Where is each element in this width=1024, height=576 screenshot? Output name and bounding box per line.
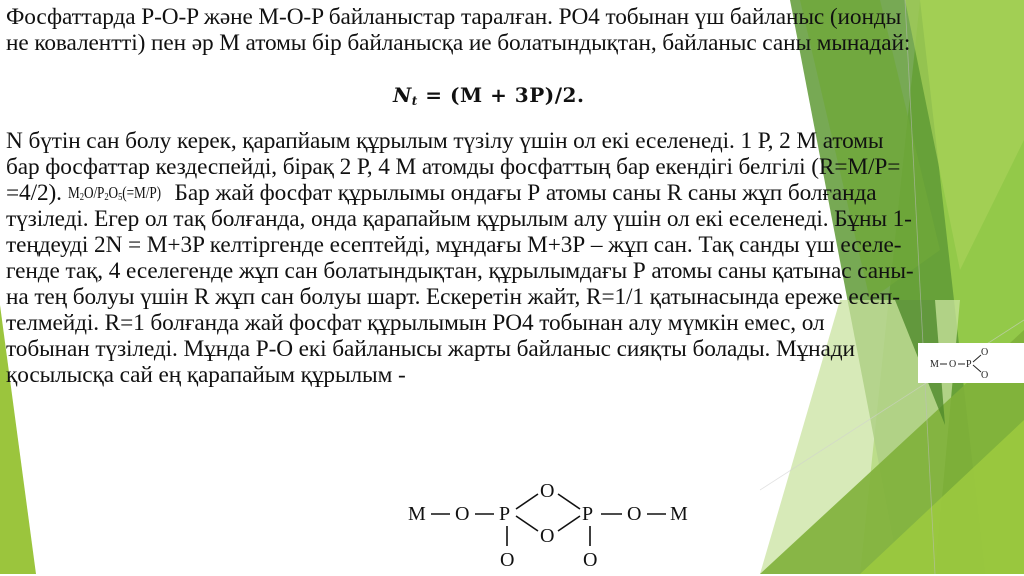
diphosphate-structure-diagram — [398, 476, 698, 571]
paragraph-2-line-9: тобынан түзіледі. Мұнда Р-О екі байланысы жарты байланыс сияқты болады. Мұнади — [6, 336, 855, 362]
atom-o-ring-bottom: O — [540, 525, 555, 547]
inline-ratio: (=M/P) — [121, 183, 161, 202]
atom-p: P — [966, 359, 972, 370]
paragraph-2-line-7: на тең болуы үшін R жұп сан болуы шарт. Ескеретін жайт, R=1/1 қатынасында ереже есеп- — [6, 284, 900, 310]
atom-p-left: P — [499, 503, 511, 525]
inline-o5: O — [108, 183, 118, 202]
formula-lhs: N — [393, 83, 412, 107]
inline-m: M — [67, 183, 80, 202]
atom-o-right: O — [627, 503, 642, 525]
paragraph-2-line-1: N бүтін сан болу керек, қарапйаым құрылым түзілу үшін ол екі еселенеді. 1 Р, 2 М атомы — [6, 128, 884, 154]
small-phosphate-structure — [918, 343, 1024, 383]
atom-m: M — [930, 359, 939, 370]
formula-rhs: = (M + 3P)/2. — [425, 83, 585, 107]
paragraph-2-line-10: қосылысқа сай ең қарапайым құрылым - — [6, 362, 406, 388]
paragraph-2-line-2: бар фосфаттар кездеспейді, бірақ 2 Р, 4 М атомды фосфаттың бар екендігі белгілі (R=M/P= — [6, 154, 901, 180]
paragraph-1-line-2: не ковалентті) пен әр М атомы бір байланысқа ие болатындықтан, байланыс саны мынадай: — [6, 30, 911, 56]
paragraph-1-line-1: Фосфаттарда P-O-P және M-O-P байланыстар таралған. PO4 тобынан үш байланыс (ионды — [6, 4, 902, 30]
line-3-prefix: =4/2). — [6, 180, 68, 206]
atom-o-ring-top: O — [540, 480, 555, 502]
paragraph-2-line-6: генде тақ, 4 еселегенде жұп сан болатындықтан, құрылымдағы Р атомы саны қатынас саны- — [6, 258, 914, 284]
paragraph-2-line-5: теңдеуді 2N = M+3P келтіргенде есептейді, мұндағы М+3Р – жұп сан. Тақ санды үш еселе- — [6, 232, 902, 258]
inline-p-sub: 2 — [103, 191, 109, 203]
atom-m-left: M — [408, 503, 426, 525]
paragraph-2-line-8: телмейді. R=1 болғанда жай фосфат құрылымын PO4 тобынан алу мүмкін емес, ол — [6, 310, 825, 336]
inline-o5-sub: 5 — [117, 191, 122, 203]
atom-o-top: O — [981, 347, 989, 358]
inline-o-p: O/P — [83, 183, 104, 202]
atom-m-right: M — [670, 503, 688, 525]
line-3-suffix: Бар жай фосфат құрылымы ондағы Р атомы саны R саны жұп болғанда — [168, 180, 877, 206]
atom-o: O — [949, 359, 957, 370]
atom-o-left: O — [455, 503, 470, 525]
paragraph-2-line-4: түзіледі. Егер ол тақ болғанда, онда қарапайым құрылым алу үшін ол екі еселенеді. Бұны 1- — [6, 206, 912, 232]
atom-o-down-right: O — [583, 549, 598, 571]
formula-lhs-subscript: t — [411, 94, 418, 108]
atom-o-down-left: O — [500, 549, 515, 571]
atom-o-bottom: O — [981, 370, 989, 381]
atom-p-right: P — [582, 503, 594, 525]
inline-m-sub: 2 — [79, 191, 84, 203]
bond-count-formula — [393, 83, 584, 108]
